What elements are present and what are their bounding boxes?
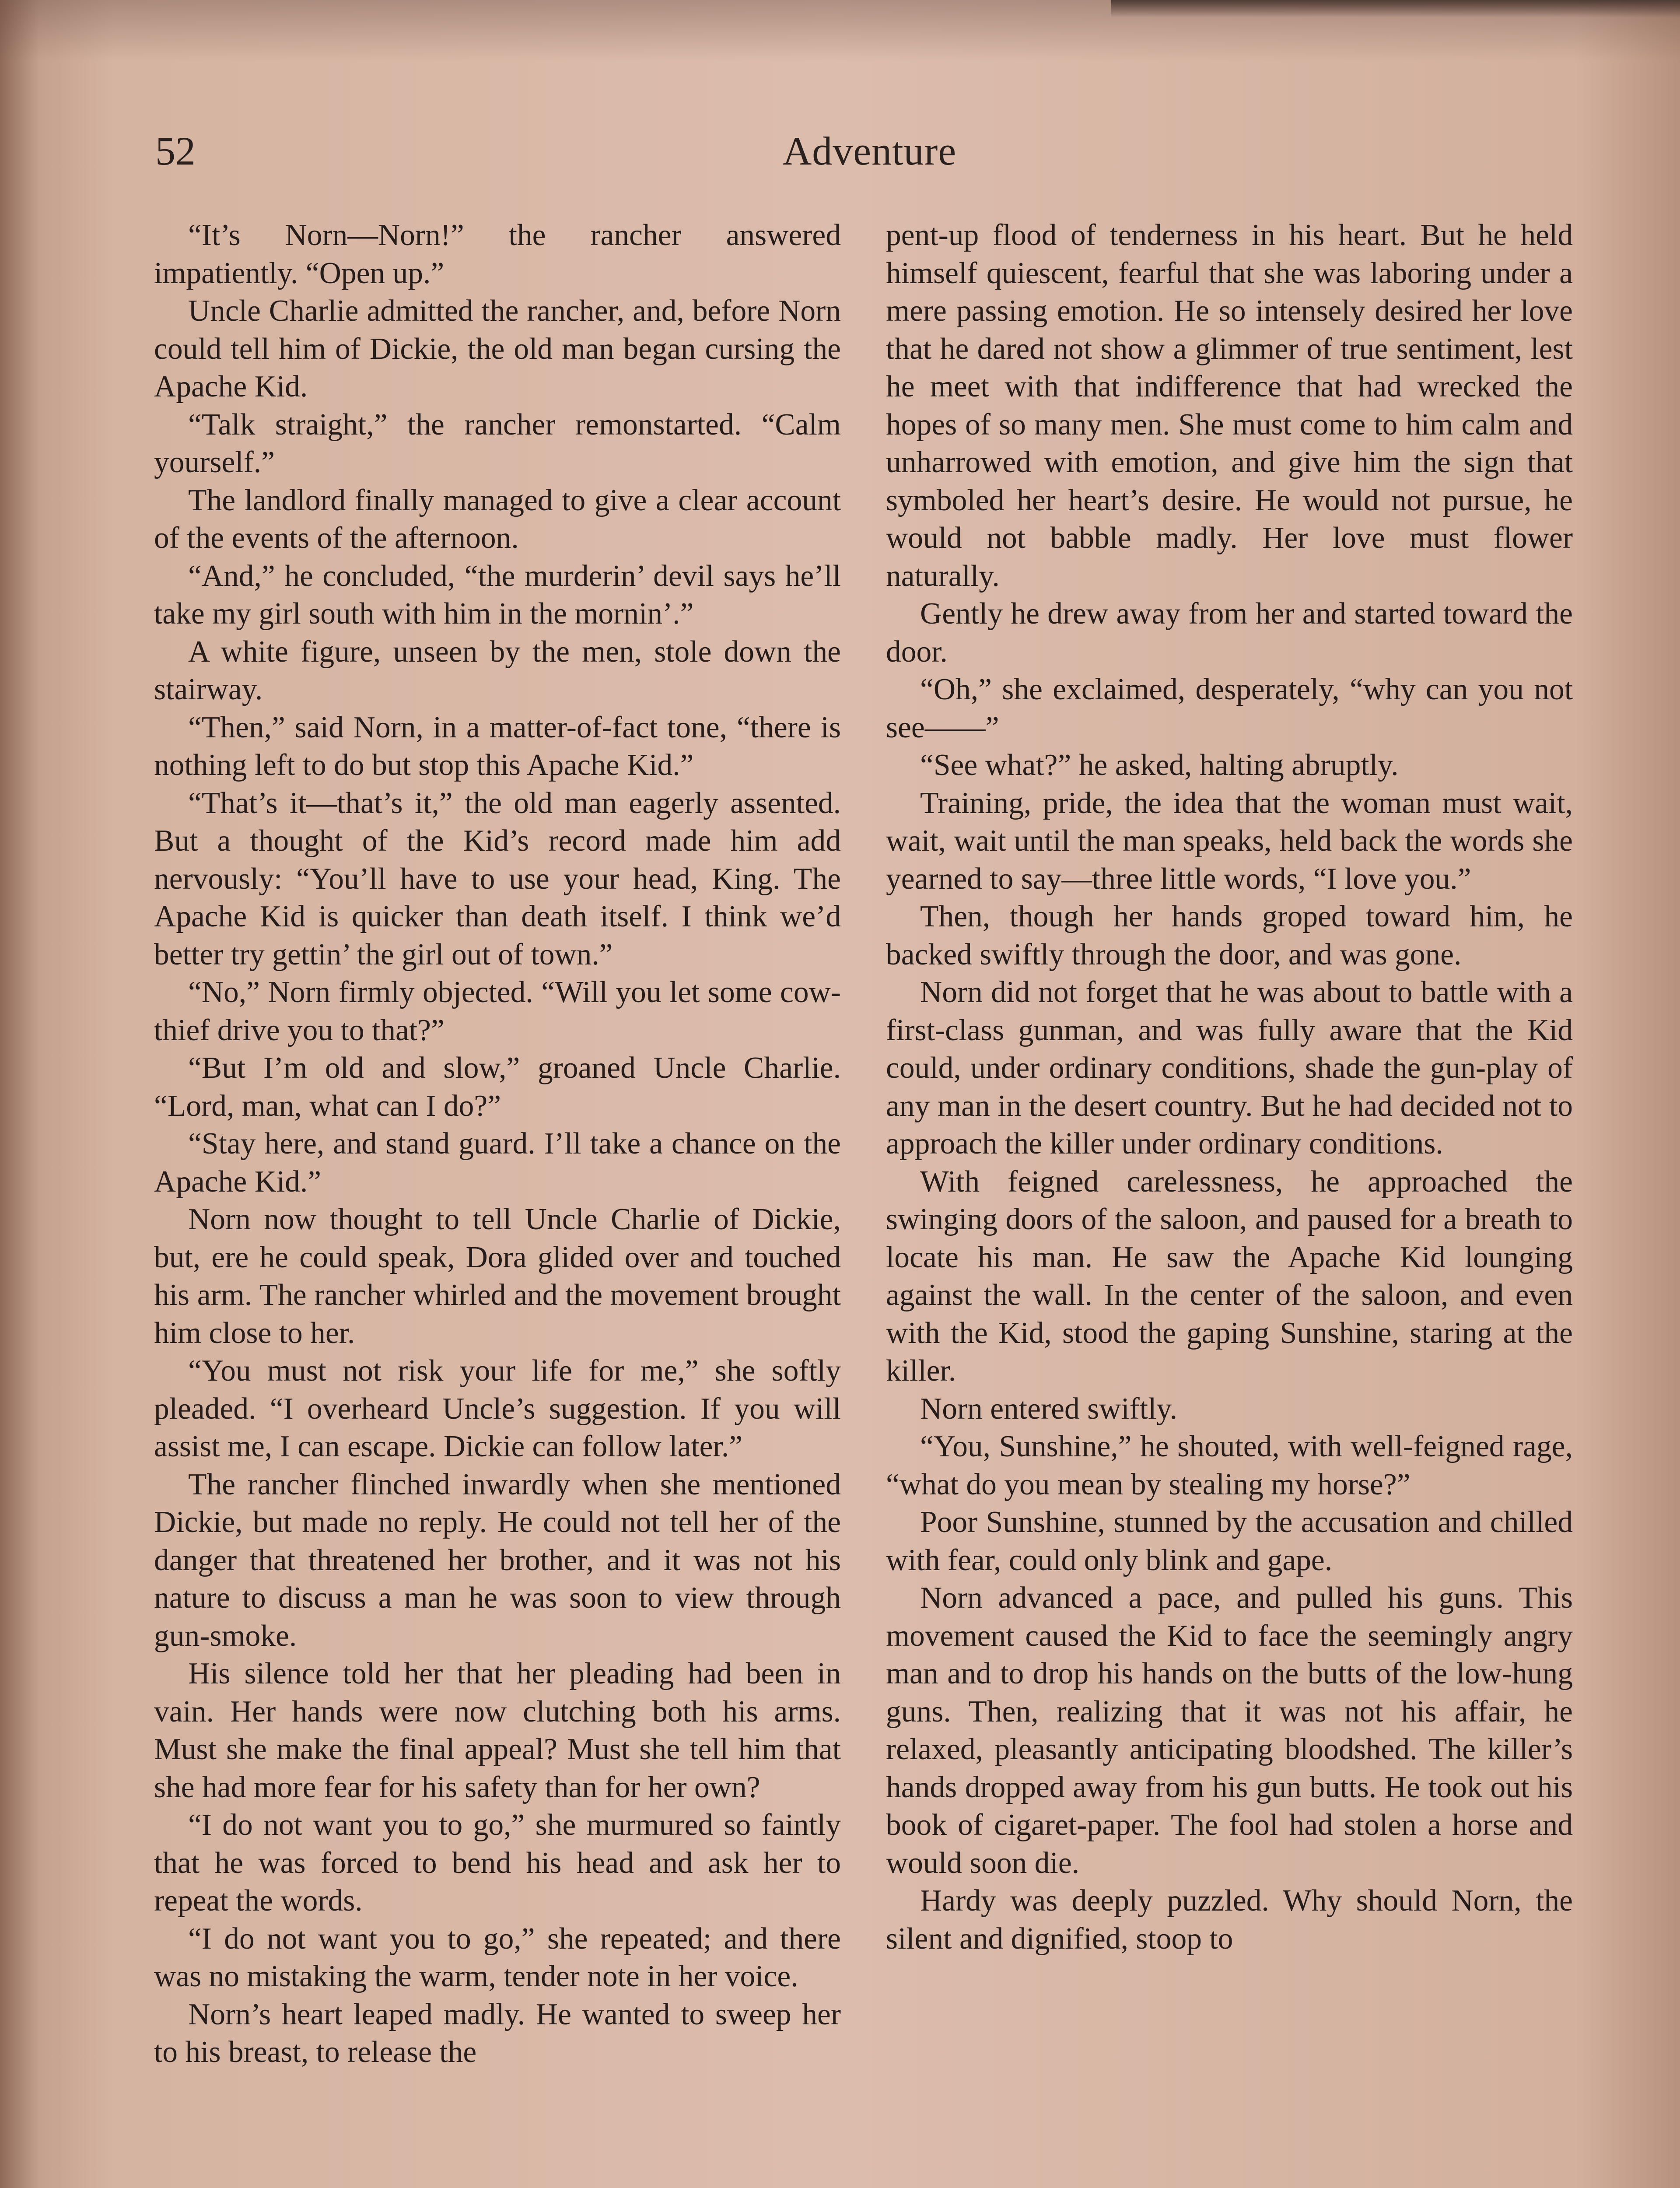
paragraph: “That’s it—that’s it,” the old man eagerly assented. But a thought of the Kid’s record made him add nervously: “You’ll have to use your head, King. The Apache Kid is quicker than death itself. I think we’d better try gettin’ the girl out of town.” [154, 786, 841, 971]
paragraph: “It’s Norn—Norn!” the rancher answered impatiently. “Open up.” [154, 218, 841, 290]
paragraph: “But I’m old and slow,” groaned Uncle Charlie. “Lord, man, what can I do?” [154, 1051, 841, 1123]
journal-title: Adventure [782, 129, 957, 173]
paragraph: The rancher flinched inwardly when she mentioned Dickie, but made no reply. He could not tell her of the danger that threatened her brother, and it was not his nature to discuss a man he was soon to view through gun-smoke. [154, 1467, 841, 1653]
paragraph: “No,” Norn firmly objected. “Will you let some cow-thief drive you to that?” [154, 975, 841, 1047]
paragraph: “You, Sunshine,” he shouted, with well-feigned rage, “what do you mean by stealing my horse?” [886, 1430, 1573, 1501]
paragraph: “And,” he concluded, “the murderin’ devil says he’ll take my girl south with him in the mornin’.” [154, 559, 841, 631]
paragraph: Norn’s heart leaped madly. He wanted to sweep her to his breast, to release the [154, 1997, 841, 2069]
paragraph: “Talk straight,” the rancher remonstarted. “Calm yourself.” [154, 407, 841, 479]
paragraph: Norn now thought to tell Uncle Charlie of Dickie, but, ere he could speak, Dora glided over and touched his arm. The rancher whirled and the movement brought him close to her. [154, 1203, 841, 1350]
paragraph: “See what?” he asked, halting abruptly. [920, 748, 1399, 782]
paragraph: “Oh,” she exclaimed, desperately, “why can you not see——” [886, 673, 1573, 744]
paragraph: “You must not risk your life for me,” she softly pleaded. “I overheard Uncle’s suggestion. If you will assist me, I can escape. Dickie can follow later.” [154, 1354, 841, 1463]
paragraph: pent-up flood of tenderness in his heart. But he held himself quiescent, fearful that she was laboring under a mere passing emotion. He so intensely desired her love that he dared not show a glimmer of true sentiment, lest he meet with that indifference that had wrecked the hopes of so many men. She must come to him calm and unharrowed with emotion, and give him the sign that symboled her heart’s desire. He would not pursue, he would not babble madly. Her love must flower naturally. [886, 218, 1573, 593]
paragraph: Uncle Charlie admitted the rancher, and, before Norn could tell him of Dickie, the old man began cursing the Apache Kid. [154, 294, 841, 403]
scan-shadow [1111, 0, 1680, 18]
right-text-column [886, 217, 1573, 1958]
paragraph: “Stay here, and stand guard. I’ll take a chance on the Apache Kid.” [154, 1127, 841, 1199]
paragraph: With feigned carelessness, he approached the swinging doors of the saloon, and paused for a breath to locate his man. He saw the Apache Kid lounging against the wall. In the center of the saloon, and even with the Kid, stood the gaping Sunshine, staring at the killer. [886, 1164, 1573, 1388]
paragraph: Norn advanced a pace, and pulled his guns. This movement caused the Kid to face the seemingly angry man and to drop his hands on the butts of the low-hung guns. Then, realizing that it was not his affair, he relaxed, pleasantly anticipating bloodshed. The killer’s hands dropped away from his gun butts. He took out his book of cigaret-paper. The fool had stolen a horse and would soon die. [886, 1581, 1573, 1880]
paragraph: The landlord finally managed to give a clear account of the events of the afternoon. [154, 483, 841, 555]
page-number: 52 [155, 129, 196, 173]
paragraph: A white figure, unseen by the men, stole down the stairway. [154, 635, 841, 706]
paragraph: Norn entered swiftly. [920, 1392, 1178, 1426]
paragraph: Gently he drew away from her and started toward the door. [886, 597, 1573, 669]
paragraph: “Then,” said Norn, in a matter-of-fact tone, “there is nothing left to do but stop this Apache Kid.” [154, 710, 841, 782]
paragraph: “I do not want you to go,” she repeated; and there was no mistaking the warm, tender note in her voice. [154, 1922, 841, 1993]
paragraph: Norn did not forget that he was about to battle with a first-class gunman, and was fully aware that the Kid could, under ordinary conditions, shade the gun-play of any man in the desert country. But he had decided not to approach the killer under ordinary conditions. [886, 975, 1573, 1161]
paragraph: His silence told her that her pleading had been in vain. Her hands were now clutching both his arms. Must she make the final appeal? Must she tell him that she had more fear for his safety than for her own? [154, 1657, 841, 1804]
running-head [155, 125, 1584, 177]
paragraph: Poor Sunshine, stunned by the accusation and chilled with fear, could only blink and gape. [886, 1505, 1573, 1577]
left-text-column [154, 217, 841, 2072]
paragraph: Then, though her hands groped toward him, he backed swiftly through the door, and was gone. [886, 900, 1573, 971]
paragraph: Training, pride, the idea that the woman must wait, wait, wait until the man speaks, held back the words she yearned to say—three little words, “I love you.” [886, 786, 1573, 896]
paragraph: Hardy was deeply puzzled. Why should Norn, the silent and dignified, stoop to [886, 1884, 1573, 1956]
paragraph: “I do not want you to go,” she murmured so faintly that he was forced to bend his head and ask her to repeat the words. [154, 1808, 841, 1918]
